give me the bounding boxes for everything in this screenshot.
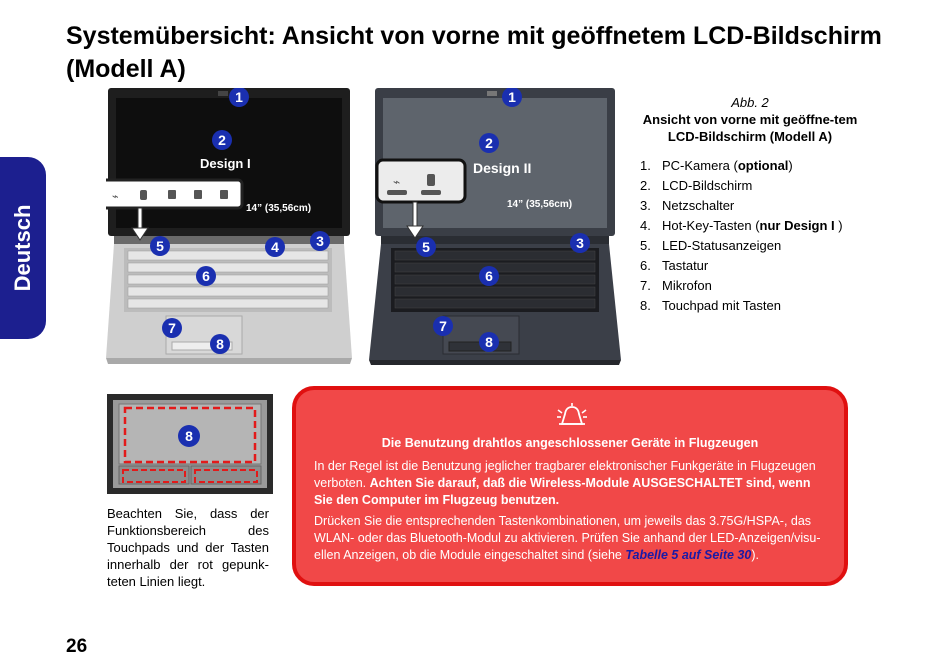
svg-text:6: 6 bbox=[202, 268, 210, 284]
svg-text:6: 6 bbox=[485, 268, 493, 284]
callout-6 bbox=[479, 266, 499, 286]
svg-text:3: 3 bbox=[316, 233, 324, 249]
figure-number: Abb. 2 bbox=[731, 95, 769, 110]
warning-paragraph-1: In der Regel ist die Benutzung jeglicher tragbarer elektronischer Funkgeräte in Flugzeugen verboten. Achten Sie darauf, daß die Wireless-Module AUSGESCHALTET sind, wenn Sie den Computer im Flugzeug benutzen. bbox=[314, 459, 816, 507]
list-item: 8. Touchpad mit Tasten bbox=[640, 298, 781, 313]
callout-2 bbox=[212, 130, 232, 150]
figure-caption bbox=[638, 94, 862, 145]
callout-7 bbox=[433, 316, 453, 336]
list-item: 2. LCD-Bildschirm bbox=[640, 178, 753, 193]
list-item: 7. Mikrofon bbox=[640, 278, 712, 293]
list-item: 5. LED-Statusanzeigen bbox=[640, 238, 782, 253]
svg-text:8: 8 bbox=[485, 334, 493, 350]
page-title: Systemübersicht: Ansicht von vorne mit geöffnetem LCD-Bildschirm (Modell A) bbox=[66, 22, 882, 83]
laptop-design-1-photo bbox=[106, 88, 352, 366]
svg-text:5: 5 bbox=[156, 238, 164, 254]
list-item: 6. Tastatur bbox=[640, 258, 709, 273]
callout-5 bbox=[416, 237, 436, 257]
warning-heading: Die Benutzung drahtlos angeschlossener Geräte in Flugzeugen bbox=[381, 436, 759, 450]
callout-7 bbox=[162, 318, 182, 338]
svg-text:7: 7 bbox=[168, 320, 176, 336]
callout-3 bbox=[570, 233, 590, 253]
callout-8 bbox=[210, 334, 230, 354]
design-2-label: Design II bbox=[473, 160, 532, 176]
figure-title: Ansicht von vorne mit geöffne-tem LCD-Bildschirm (Modell A) bbox=[642, 112, 858, 144]
svg-text:7: 7 bbox=[439, 318, 447, 334]
list-item: 3. Netzschalter bbox=[640, 198, 735, 213]
language-tab bbox=[0, 157, 46, 339]
svg-text:⌁: ⌁ bbox=[393, 175, 401, 189]
touchpad-note: Beachten Sie, dass der Funktionsbereich des Touchpads und der Tasten innerhalb der rot gepunk-teten Linien liegt. bbox=[107, 506, 269, 589]
svg-text:5: 5 bbox=[422, 239, 430, 255]
svg-text:4: 4 bbox=[271, 239, 279, 255]
page-number: 26 bbox=[66, 636, 88, 657]
warning-bell-icon bbox=[554, 402, 590, 428]
touchpad-photo bbox=[107, 394, 273, 494]
callout-3 bbox=[310, 231, 330, 251]
callout-2 bbox=[479, 133, 499, 153]
svg-text:1: 1 bbox=[235, 89, 243, 105]
list-item: 1. PC-Kamera (optional) bbox=[640, 158, 793, 173]
svg-text:2: 2 bbox=[218, 132, 226, 148]
svg-text:1: 1 bbox=[508, 89, 516, 105]
callout-4 bbox=[265, 237, 285, 257]
warning-box bbox=[292, 386, 848, 586]
svg-text:3: 3 bbox=[576, 235, 584, 251]
table-reference-link[interactable]: Tabelle 5 auf Seite 30 bbox=[625, 548, 752, 562]
list-item: 4. Hot-Key-Tasten (nur Design I ) bbox=[640, 218, 843, 233]
touchpad-callout-8 bbox=[178, 425, 200, 447]
laptop-design-2-photo bbox=[369, 88, 621, 366]
language-tab-label: Deutsch bbox=[10, 204, 35, 292]
callout-6 bbox=[196, 266, 216, 286]
svg-text:8: 8 bbox=[185, 428, 193, 444]
design-1-label: Design I bbox=[200, 156, 251, 171]
svg-text:2: 2 bbox=[485, 135, 493, 151]
warning-paragraph-2: Drücken Sie die entsprechenden Tastenkombinationen, um jeweils das 3.75G/HSPA-, das WLAN- oder das Bluetooth-Modul zu aktivieren. Prüfen Sie anhand der LED-Anzeigen/visu-ellen Anzeigen, ob die Module eingeschaltet sind (siehe Tabelle 5 auf Seite 30). bbox=[314, 514, 821, 562]
callout-8 bbox=[479, 332, 499, 352]
callout-5 bbox=[150, 236, 170, 256]
svg-text:8: 8 bbox=[216, 336, 224, 352]
screen-size-label-2: 14” (35,56cm) bbox=[507, 199, 573, 210]
screen-size-label-1: 14” (35,56cm) bbox=[246, 203, 312, 214]
component-legend bbox=[640, 156, 880, 316]
svg-text:⌁: ⌁ bbox=[112, 190, 119, 203]
